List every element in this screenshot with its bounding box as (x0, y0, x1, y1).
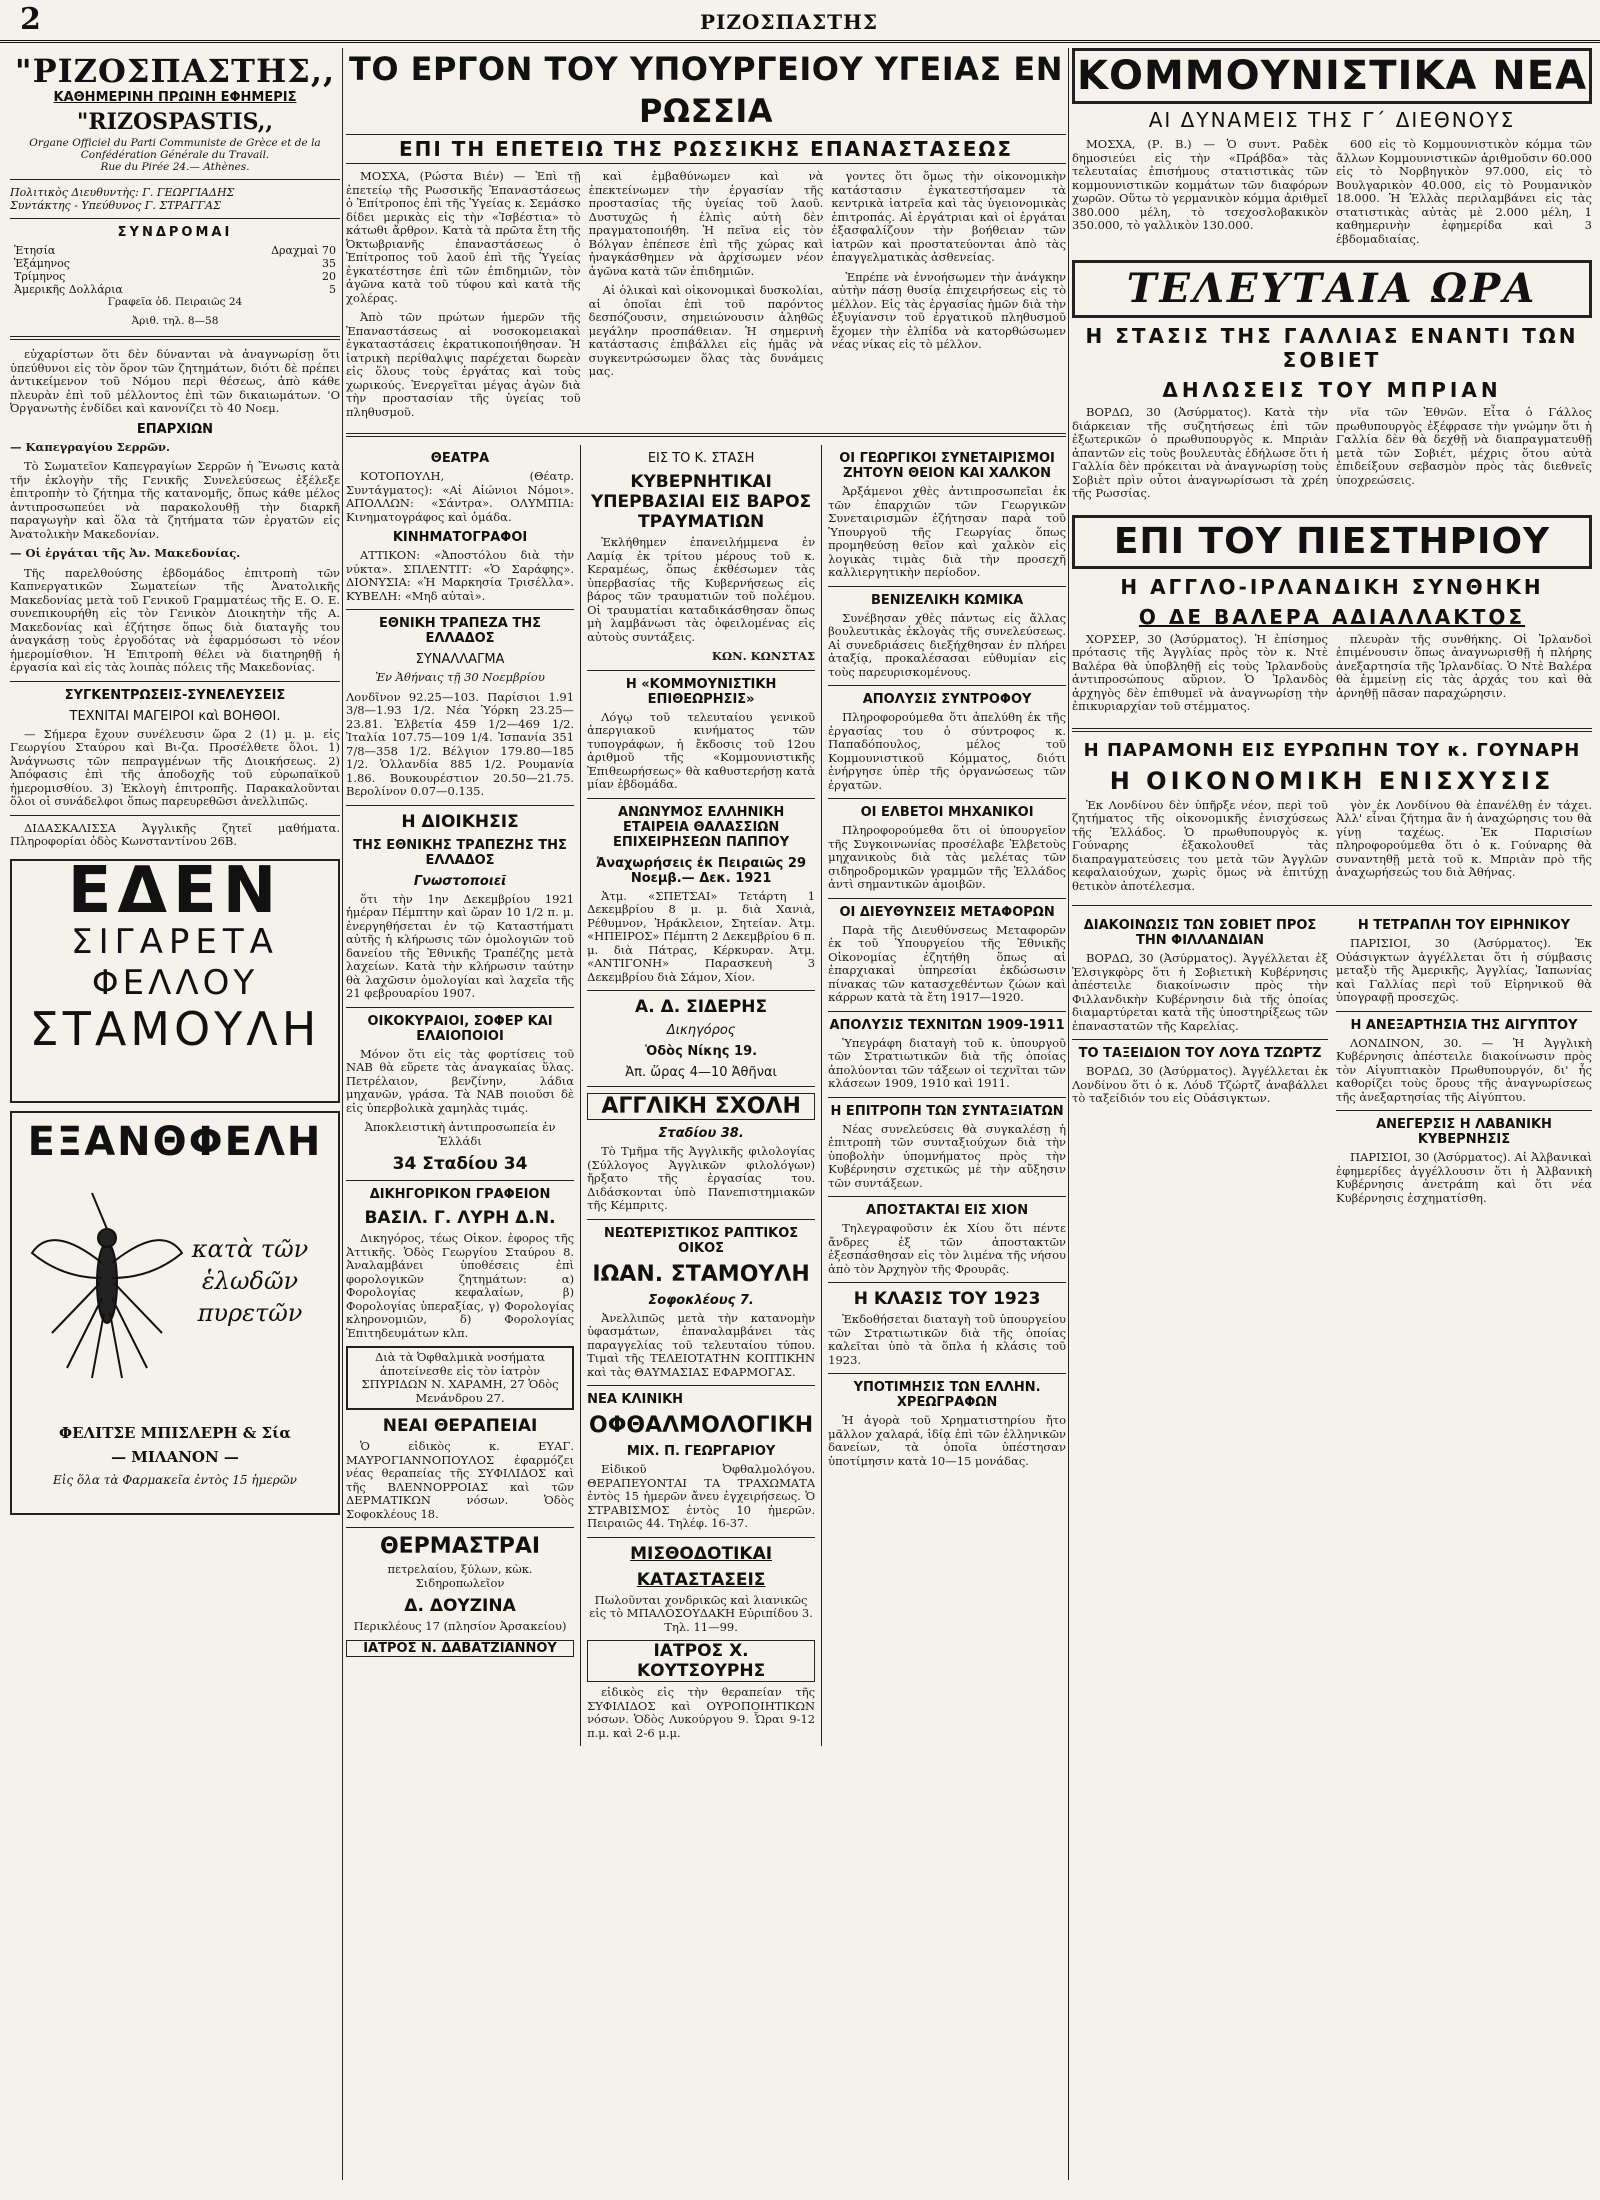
subhead-kap: — Καπεγραγίου Σερρῶν. (10, 439, 171, 454)
ad-exan-maker: ΦΕΛΙΤΣΕ ΜΠΙΣΛΕΡΗ & Σία (59, 1423, 291, 1442)
admin-text: ὅτι τὴν 1ην Δεκεμβρίου 1921 ἡμέραν Πέμπτην καὶ ὥραν 10 1/2 π. μ. ἐνεργηθήσεται ἐν τῷ Καταστήματι αὐτῆς ἡ κλήρωσις τῶν ὁμολογιῶν τοῦ δανείου τῆς Ἐθνικῆς Τραπέζης μετὰ λαχείων. Κατὰ τὴν κλήρωσιν ταύτην θὰ λαχῶσιν ὁμολογίαι καὶ λαχεῖα τῆς 21 φεβρουαρίου 1907. (346, 891, 575, 1000)
admin-subheading: ΤΗΣ ΕΘΝΙΚΗΣ ΤΡΑΠΕΖΗΣ ΤΗΣ ΕΛΛΑΔΟΣ (353, 837, 567, 868)
admin-heading: Η ΔΙΟΙΚΗΣΙΣ (401, 811, 519, 832)
parl-title: ΚΥΒΕΡΝΗΤΙΚΑΙ ΥΠΕΡΒΑΣΙΑΙ ΕΙΣ ΒΑΡΟΣ ΤΡΑΥΜΑΤΙΩΝ (591, 472, 812, 532)
subscription-value: 35 (322, 257, 336, 270)
section-meetings: ΣΥΓΚΕΝΤΡΩΣΕΙΣ-ΣΥΝΕΛΕΥΣΕΙΣ (64, 687, 286, 703)
cinema-text: ΑΤΤΙΚΟΝ: «Ἀποστόλου διὰ τὴν νύκτα». ΣΠΛΕΝΤΙΤ: «Ὁ Σαράφης». ΔΙΟΝΥΣΙΑ: «Ἡ Μαρκησία Τρισέλλα». ΚΥΒΕΛΗ: «Μηδ αὐταὶ». (346, 548, 575, 603)
main-article-body (346, 170, 1066, 425)
parl-text: Ἐκλήθημεν ἐπανειλήμμενα ἐν Λαμίᾳ ἐκ τρίτου μέρους τοῦ κ. Κεραμέως, ὅπως ἐκθέσωμεν τὰς ὑπερβασίας τῆς Κυβερνήσεως εἰς βάρος τῶν τραυματιῶν τοῦ πολέμου. Οἱ τραυματίαι καταδικάσθησαν ὅπως μὴ λαμβάνωσι τὰς ὀφειλομένας εἰς αὐτοὺς συντάξεις. (587, 535, 816, 644)
text-cooks: — Σήμερα ἔχουν συνέλευσιν ὥρα 2 (1) μ. μ. εἰς Γεωργίου Σταύρου καὶ Βι-ζα. Προσέλθετε ὅλοι. 1) Ἀνάγνωσις τῶν πεπραγμένων τῆς Διοικήσεως. 2) Ἀπόφασις ἐπὶ τῆς ἀποδοχῆς τοῦ εὐρωπαϊκοῦ ἡμερομισθίου. 3) Ἐκλογὴ ἐπιτροπῆς. Παρακαλοῦνται ὅλοι οἱ συνάδελφοι ὅπως παρευρεθῶσι ἀνελλιπῶς. (10, 726, 340, 808)
clinic-heading: ΝΕΑ ΚΛΙΝΙΚΗ (587, 1392, 684, 1407)
press-body (1072, 633, 1592, 720)
dismissal-text: Πληροφορούμεθα ὅτι ἀπελύθη ἐκ τῆς ἐργασίας του ὁ σύντροφος κ. Παπαδόπουλος, μέλος τοῦ Κομμουνιστικοῦ Κόμματος, διότι ἐνήργησε ὑπὲρ τῆς ὀργανώσεως τῶν ἐργατῶν. (828, 710, 1066, 792)
subhead-makedonia: — Οἱ ἐργάται τῆς Ἀν. Μακεδονίας. (10, 546, 241, 560)
ad-eden-line1: ΕΔΕΝ (67, 853, 283, 928)
table-row (10, 244, 340, 257)
ship-date: Ἀναχωρήσεις ἐκ Πειραιῶς 29 Νοεμβ.— Δεκ. 1921 (596, 855, 807, 886)
article-paragraph: Ἀπὸ τῶν πρώτων ἡμερῶν τῆς Ἐπαναστάσεως αἱ νοσοκομειακαὶ ἐγκαταστάσεις ἐκρατικοποιήθησαν. Ἡ ἰατρικὴ περίθαλψις παρέχεται δωρεὰν εἰς ὅλους τοὺς ἐργάτας καὶ τοὺς χωρικούς. Ἐνεργεῖται μέγας ἀγὼν διὰ τὴν προστασίαν τῆς ὑγείας τοῦ πληθυσμοῦ. (346, 310, 581, 419)
center-subcolumn-right (828, 445, 1066, 1746)
heating-name: Δ. ΔΟΥΖΙΝΑ (404, 1596, 516, 1616)
heating-text: πετρελαίου, ξύλων, κὼκ. Σιδηροπωλεῖον (387, 1562, 533, 1590)
subscription-value: 5 (329, 283, 336, 296)
ad-exanthofeli (10, 1111, 340, 1515)
press-subtitle2: Ο ΔΕ ΒΑΛΕΡΑ ΑΔΙΑΛΛΑΚΤΟΣ (1138, 604, 1526, 629)
clinic-text: Εἰδικοῦ Ὀφθαλμολόγου. ΘΕΡΑΠΕΥΟΝΤΑΙ ΤΑ ΤΡΑΧΩΜΑΤΑ ἐντὸς 15 ἡμερῶν ἄνευ ἐγχειρήσεως. Ὁ ΣΤΡΑΒΙΣΜΟΣ ἐντὸς 10 ἡμερῶν. Πειραιῶς 44. Τηλέφ. 16-37. (587, 1462, 816, 1530)
subscriptions-office: Γραφεῖα ὁδ. Πειραιῶς 24 (107, 296, 243, 308)
left-intro-text: εὐχαρίστων ὅτι δὲν δύνανται νὰ ἀναγνωρίσῃ ὅτι ὑπεύθυνοι εἰς τὸν ὅρον τῶν ζητημάτων, διότι δὲ πρέπει ἀντικείμενον τοῦ Νόμου περὶ θέσεως, ἀπὸ κάθε πλευρὰν ἐπὶ τοῦ μέλλοντος ἐπὶ τῶν δικαιωμάτων. 'Ο Ὀργανωτὴς ἐνδίδει καὶ κανονίζει τὸ 40 Νοεμ. (10, 347, 340, 415)
pens-heading: Η ΕΠΙΤΡΟΠΗ ΤΩΝ ΣΥΝΤΑΞΙΑΤΩΝ (830, 1103, 1064, 1119)
bonds-heading: ΥΠΟΤΙΜΗΣΙΣ ΤΩΝ ΕΛΛΗΝ. ΧΡΕΩΓΡΑΦΩΝ (853, 1380, 1041, 1410)
fashion-heading: ΝΕΩΤΕΡΙΣΤΙΚΟΣ ΡΑΠΤΙΚΟΣ ΟΙΚΟΣ (603, 1225, 799, 1256)
mech-text: Πληροφορούμεθα ὅτι οἱ ὑπουργεῖον τῆς Συγκοινωνίας προσέλαβε Ἐλβετοὺς μηχανικοὺς διὰ τὰς μελέτας τῶν σιδηροδρομικῶν γραμμῶν τῆς Ἑλλάδος ἀντὶ σημαντικῶν ἀμοιβῶν. (828, 823, 1066, 891)
masthead-title: "ΡΙΖΟΣΠΑΣΤΗΣ,, (14, 52, 336, 90)
subscription-label: Ἀμερικῆς Δολλάρια (14, 283, 123, 296)
venizelist-heading: ΒΕΝΙΖΕΛΙΚΗ ΚΩΜΙΚΑ (870, 592, 1024, 608)
ad-exan-title: ΕΞΑΝΘΦΕΛΗ (27, 1118, 323, 1165)
subscriptions-phone: Ἀριθ. τηλ. 8—58 (131, 315, 219, 327)
georgians-text: Ἀρξάμενοι χθὲς ἀντιπροσωπεῖαι ἐκ τῶν ἐπαρχιῶν τῶν Γεωργικῶν Συνεταιρισμῶν ἐζήτησαν παρὰ τοῦ Ὑπουργοῦ τῆς Γεωργίας ὅπως προμηθεύσῃ θεῖον καὶ χαλκὸν εἰς λογικὰς τιμὰς διὰ τὴν προσεχῆ καλλιεργητικὴν περίοδον. (828, 484, 1066, 579)
text-makedonia: Τῆς παρελθούσης ἑβδομάδος ἐπιτροπὴ τῶν Καπνεργατικῶν Σωματείων τῆς Ἀνατολικῆς Μακεδονίας μετὰ τοῦ Γενικοῦ Γραμματέως τῆς Ε. Ο. Ε. συνεπικουρήθη εἰς τὸν Γενικὸν Διοικητὴν τῆς Α. Μακεδονίας καὶ ἐζήτησε ὅπως διὰ διαταγῆς του ἀναγκάσῃ τοὺς ἐργοδότας νὰ ἐφαρμόσωσι τὸ νέον ἡμερομίσθιον. Ἡ Ἐπιτροπὴ θέλει νὰ διατηρηθῇ ἡ ἐργασία καὶ εἰς τὰς λοιπὰς πόλεις τῆς Μακεδονίας. (10, 565, 340, 674)
communist-news-body (1072, 138, 1592, 252)
georgians-heading: ΟΙ ΓΕΩΡΓΙΚΟΙ ΣΥΝΕΤΑΙΡΙΣΜΟΙ ΖΗΤΟΥΝ ΘΕΙΟΝ ΚΑΙ ΧΑΛΚΟΝ (839, 451, 1055, 481)
subscription-label: Ἐτησία (14, 244, 56, 257)
fashion-name: ΙΩΑΝ. ΣΤΑΜΟΥΛΗ (592, 1261, 810, 1287)
column-rule (821, 445, 822, 1746)
last-hour-subtitle: Η ΣΤΑΣΙΣ ΤΗΣ ΓΑΛΛΙΑΣ ΕΝΑΝΤΙ ΤΩΝ ΣΟΒΙΕΤ (1085, 324, 1579, 372)
clinic-title: ΟΦΘΑΛΜΟΛΟΓΙΚΗ (589, 1413, 814, 1438)
table-row (10, 270, 340, 283)
article-paragraph: καὶ ἐμβαθύνωμεν καὶ νὰ ἐπεκτείνωμεν τὴν ἐργασίαν τῆς προστασίας τῆς ὑγείας τοῦ λαοῦ. Δυστυχῶς ἡ ἐλπὶς αὐτὴ δὲν πραγματοποιήθη. Ἡ πεῖνα εἰς τὸν Βόλγαν ἐπέπεσε ἐπὶ τῆς χώρας καὶ ἠναγκάσθημεν νὰ ἀρχίσωμεν νέον ἀγῶνα κατὰ τῶν ἐπιδημιῶν. (588, 169, 824, 278)
office-name: ΒΑΣΙΛ. Γ. ΛΥΡΗ Δ.Ν. (364, 1208, 556, 1228)
pens-text: Νέας συνελεύσεις θὰ συγκαλέσῃ ἡ ἐπιτροπὴ τῶν συνταξιούχων διὰ τὴν ὑποβολὴν ὑπομνήματος πρὸς τὴν Κυβέρνησιν σχετικῶς μὲ τὴν αὔξησιν τῶν συντάξεων. (828, 1121, 1066, 1190)
school-address: Σταδίου 38. (658, 1126, 744, 1141)
last-hour-title: ΤΕΛΕΥΤΑΙΑ ΩΡΑ (1072, 260, 1592, 318)
section-provinces: ΕΠΑΡΧΙΩΝ (136, 421, 214, 437)
office-text: Δικηγόρος, τέως Οἰκον. ἐφορος τῆς Ἀττικῆς. Ὁδὸς Γεωργίου Σταύρου 8. Ἀναλαμβάνει ὑποθέσεις ἐπὶ φορολογικῶν ζητημάτων: α) Φορολογίας κεφαλαίων, β) Φορολογίας ὑπεραξίας, γ) Φορολογίας κληρονομιῶν, δ) Φορολογίας Ἐπιτηδευμάτων κλπ. (346, 1231, 575, 1340)
cinema-heading: ΚΙΝΗΜΑΤΟΓΡΑΦΟΙ (392, 530, 528, 545)
column-rule (1068, 48, 1069, 2180)
masthead (10, 52, 340, 340)
ship-text: Ἀτμ. «ΣΠΕΤΣΑΙ» Τετάρτη 1 Δεκεμβρίου 8 μ. μ. διὰ Χανιὰ, Ρέθυμνον, Ἡράκλειον, Σητείαν. Ἀτμ. «ΗΠΕΙΡΟΣ» Πέμπτη 2 Δεκεμβρίου 6 π. μ. διὰ Πάτρας, Κέρκυραν. Ἀτμ. «ΑΝΤΙΓΟΝΗ» Παρασκευὴ 3 Δεκεμβρίου διὰ Σάμον, Χίον. (587, 888, 816, 984)
subscription-label: Τρίμηνος (14, 270, 66, 283)
gounaris-text: Ἐκ Λονδίνου δὲν ὑπῆρξε νέον, περὶ τοῦ ζητήματος τῆς οἰκονομικῆς ἐνισχύσεως τῆς Ἑλλάδος. Ὁ πρωθυπουργὸς κ. Γούναρης ἐξακολουθεῖ τὰς διαπραγματεύσεις του μετὰ τῶν Ἀγγλῶν κεφαλαιούχων, χωρὶς ὅμως νὰ ἐπιτύχῃ θετικὸν ἀποτέλεσμα. (1072, 797, 1328, 893)
egypt-text: ΛΟΝΔΙΝΟΝ, 30. — Ἡ Ἀγγλικὴ Κυβέρνησις ἀπέστειλε διακοίνωσιν πρὸς τὸν Αἰγυπτιακὸν Πρωθυπουργόν, δι' ἧς καθορίζει τοὺς ὅρους τῆς ἀναγνωρίσεως τῆς ἀνεξαρτησίας τῆς Αἰγύπτου. (1336, 1035, 1592, 1104)
press-text: ΧΟΡΣΕΡ, 30 (Ἀσύρματος). Ἡ ἐπίσημος πρότασις τῆς Ἀγγλίας πρὸς τὸν κ. Ντὲ Βαλέρα θὰ ὑποβληθῇ εἰς τοὺς Ἰρλανδοὺς ἀντιπροσώπους αὔριον. Ὁ Ἰρλανδὸς ἀρχηγὸς δὲν ἐπιθυμεῖ νὰ ἀναγνωρίσῃ τὴν ἐπικυριαρχίαν τοῦ στέμματος. (1072, 631, 1328, 713)
subscriptions-heading: ΣΥΝΔΡΟΜΑΙ (117, 225, 233, 240)
masthead-editor: Συντάκτης - Υπεύθυνος Γ. ΣΤΡΑΓΓΑΣ (10, 199, 221, 212)
techs-heading: ΑΠΟΛΥΣΙΣ ΤΕΧΝΙΤΩΝ 1909-1911 (829, 1017, 1065, 1033)
houses-text: Μόνον ὅτι εἰς τὰς φορτίσεις τοῦ NAB θὰ εὕρετε τὰς ἀναγκαίας ὕλας. Πετρέλαιον, βενζίνην, λάδια μηχανῶν, γράσα. Τὰ NAB ποιοῦσι δὲ εἰς ὑπερβολικὰ χαμηλὰς τιμάς. (346, 1046, 575, 1115)
masthead-subtitle: ΚΑΘΗΜΕΡΙΝΗ ΠΡΩΙΝΗ ΕΦΗΜΕΡΙΣ (53, 90, 297, 105)
running-title: ΡΙΖΟΣΠΑΣΤΗΣ (700, 10, 879, 34)
fx-heading: ΣΥΝΑΛΛΑΓΜΑ (415, 652, 505, 667)
subscription-label: Ἑξάμηνος (14, 257, 70, 270)
egypt-heading: Η ΑΝΕΞΑΡΤΗΣΙΑ ΤΗΣ ΑΙΓΥΠΤΟΥ (1350, 1017, 1578, 1033)
new-therapy-heading: ΝΕΑΙ ΘΕΡΑΠΕΙΑΙ (382, 1416, 538, 1436)
center-subcolumn-middle (587, 445, 815, 1746)
albania-heading: ΑΝΕΓΕΡΣΙΣ Η ΛΑΒΑΝΙΚΗ ΚΥΒΕΡΝΗΣΙΣ (1376, 1117, 1552, 1147)
sale-heading: ΜΙΣΘΟΔΟΤΙΚΑΙ (630, 1543, 773, 1564)
sale-title: ΚΑΤΑΣΤΑΣΕΙΣ (636, 1569, 766, 1590)
class-text: Ἐκδοθήσεται διαταγὴ τοῦ ὑπουργείου τῶν Στρατιωτικῶν διὰ τῆς ὁποίας καλεῖται ὑπὸ τὰ ὅπλα ἡ κλάσις τοῦ 1923. (828, 1312, 1066, 1367)
comm-heading: Η «ΚΟΜΜΟΥΝΙΣΤΙΚΗ ΕΠΙΘΕΩΡΗΣΙΣ» (625, 676, 777, 707)
column-rule (580, 445, 581, 1746)
gounaris-heading: Η ΠΑΡΑΜΟΝΗ ΕΙΣ ΕΥΡΩΠΗΝ ΤΟΥ κ. ΓΟΥΝΑΡΗ (1083, 739, 1581, 761)
houses-street: 34 Σταδίου 34 (392, 1154, 528, 1174)
center-subcolumn-left (346, 445, 574, 1746)
press-subtitle: Η ΑΓΓΛΟ-ΙΡΛΑΝΔΙΚΗ ΣΥΝΘΗΚΗ (1120, 574, 1544, 599)
ad-eden-cigarette (10, 853, 340, 1103)
clinic-name: ΜΙΧ. Π. ΓΕΩΡΓΑΡΙΟΥ (626, 1444, 776, 1459)
mech-heading: ΟΙ ΕΛΒΕΤΟΙ ΜΗΧΑΝΙΚΟΙ (860, 805, 1034, 820)
article-paragraph: Ἐπρέπε νὰ ἐννοήσωμεν τὴν ἀνάγκην αὐτὴν πάσῃ θυσίᾳ ἐπιχειρήσεως εἰς τὸ μέλλον. Εἰς τὰς ἐργασίας ἡμῶν διὰ τὴν ἐξυγίανσιν τοῦ ἐργατικοῦ πληθυσμοῦ ἔχομεν τὴν ἐλπίδα νὰ κατορθώσωμεν νέας νίκας εἰς τὸ μέλλον. (831, 269, 1066, 351)
ad-eden-line4: ΣΤΑΜΟΥΛΗ (29, 1001, 321, 1056)
gounaris-text: γὸν ἐκ Λονδίνου θὰ ἐπανέλθῃ ἐν τάχει. Ἀλλ' εἶναι ζήτημα ἂν ἡ ἀναχώρησις του θὰ γίνῃ ταχέως. Ἐκ Παρισίων πληροφορούμεθα ὅτι ὁ κ. Γούναρης θὰ συναντηθῇ μετὰ τοῦ κ. Μπριὰν πρὸ τῆς ἀναχωρήσεώς του διὰ Ἀθήνας. (1336, 797, 1592, 879)
school-heading: ΑΓΓΛΙΚΗ ΣΧΟΛΗ (587, 1093, 815, 1120)
classified-ad: ΔΙΔΑΣΚΑΛΙΣΣΑ Ἀγγλικῆς ζητεῖ μαθήματα. Πληροφορίαι ὁδὸς Κωνσταντίνου 26Β. (10, 820, 340, 848)
theatre-text: ΚΟΤΟΠΟΥΛΗ, (Θέατρ. Συντάγματος): «Αἱ Αἰώνιοι Νόμοι». ΑΠΟΛΛΩΝ: «Σάντρα». ΟΛΥΜΠΙΑ: Κινηματογράφος καὶ ὁμάδα. (346, 469, 575, 524)
subscriptions-table (10, 244, 340, 296)
ship-heading: ΑΝΩΝΥΜΟΣ ΕΛΛΗΝΙΚΗ ΕΤΑΙΡΕΙΑ ΘΑΛΑΣΣΙΩΝ ΕΠΙΧΕΙΡΗΣΕΩΝ ΠΑΠΠΟΥ (613, 804, 790, 850)
article-paragraph: γοντες ὅτι ὅμως τὴν οἰκονομικὴν κατάστασιν ἐγκατεστήσαμεν τὰ κεντρικὰ ἰατρεῖα καὶ τὰς ὑγειονομικὰς ἐπιτροπάς. Αἱ ἐργάτριαι καὶ οἱ ἐργάται ἐξασφαλίζουν τὴν βοήθειαν τῶν ἰατρῶν καὶ προστατεύονται ἀπὸ τὰς ἐπαγγελματικὰς ἀσθενείας. (831, 169, 1066, 264)
bonds-text: Ἡ ἀγορὰ τοῦ Χρηματιστηρίου ἤτο μᾶλλον χαλαρά, ἰδίᾳ ἐπὶ τῶν ἑλληνικῶν δανείων, τὰ ὁποῖα ὑπέστησαν ὑποτίμησιν κατὰ 10—15 μονάδας. (828, 1413, 1066, 1468)
ad-exan-city: — ΜΙΛΑΝΟΝ — (111, 1447, 239, 1466)
bank-heading: ΕΘΝΙΚΗ ΤΡΑΠΕΖΑ ΤΗΣ ΕΛΛΑΔΟΣ (379, 616, 542, 646)
parl-heading: ΕΙΣ ΤΟ Κ. ΣΤΑΣΗ (647, 451, 755, 466)
communist-news-title: ΚΟΜΜΟΥΝΙΣΤΙΚΑ ΝΕΑ (1072, 48, 1592, 104)
albania-text: ΠΑΡΙΣΙΟΙ, 30 (Ἀσύρματος). Αἱ Ἀλβανικαὶ ἐφημερίδες ἀγγέλλουσιν ὅτι ἡ Ἀλβανικὴ Κυβέρνησις ἀνετράπη καὶ ὅτι νέα Κυβέρνησις ἐσχηματίσθη. (1336, 1150, 1592, 1205)
heating-address: Περικλέους 17 (πλησίον Ἀρσακείου) (353, 1619, 567, 1633)
subscription-value: 20 (322, 270, 336, 283)
sale-text: Πωλοῦνται χονδρικῶς καὶ λιανικῶς εἰς τὸ ΜΠΑΛΟΣΟΥΔΑΚΗ Εὐριπίδου 3. Τηλ. 11—99. (589, 1592, 813, 1634)
soviet-heading: ΔΙΑΚΟΙΝΩΣΙΣ ΤΩΝ ΣΟΒΙΕΤ ΠΡΟΣ ΤΗΝ ΦΙΛΛΑΝΔΙΑΝ (1083, 918, 1317, 948)
fashion-address: Σοφοκλέους 7. (648, 1292, 754, 1308)
chios-text: Τηλεγραφοῦσιν ἐκ Χίου ὅτι πέντε ἄνδρες ἐξ τῶν ἀποστακτῶν ἐξεσπάσθησαν εἰς τὸν λιμένα τῆς νήσου ἀπὸ τὸν Ἀρχηγὸν τῆς Φρουρᾶς. (828, 1221, 1066, 1276)
main-article-title: ΤΟ ΕΡΓΟΝ ΤΟΥ ΥΠΟΥΡΓΕΙΟΥ ΥΓΕΙΑΣ ΕΝ ΡΩΣΣΙΑ (348, 50, 1064, 130)
lawyer-address: Ὁδὸς Νίκης 19. (645, 1044, 758, 1059)
center-lower-section (346, 445, 1066, 1746)
center-column (346, 48, 1066, 2190)
soviet-text: ΒΟΡΔΩ, 30 (Ἀσύρματος). Ἀγγέλλεται ἐξ Ἑλσιγκφὸρς ὅτι ἡ Σοβιετικὴ Κυβέρνησις ἀπέστειλε διακοίνωσιν πρὸς τὴν Φιλλανδικὴν Κυβέρνησιν διὰ τῆς ὁποίας διαμαρτύρεται κατὰ τῆς ὑποστηρίξεως τῶν ἐπαναστατῶν τῆς Καρελίας. (1072, 951, 1328, 1033)
right-column (1072, 48, 1592, 2190)
chios-heading: ΑΠΟΣΤΑΚΤΑΙ ΕΙΣ ΧΙΟΝ (866, 1203, 1029, 1218)
iatros-heading: ΙΑΤΡΟΣ Χ. ΚΟΥΤΣΟΥΡΗΣ (587, 1640, 815, 1682)
school-text: Τὸ Τμῆμα τῆς Ἀγγλικῆς φιλολογίας (Σύλλογος Ἀγγλικῶν φιλολόγων) ἤρξατο τῆς ἐργασίας του. Διδάσκονται ὑπὸ Πανεπιστημιακῶν τῆς Κέμπριτς. (587, 1144, 816, 1212)
press-title: ΕΠΙ ΤΟΥ ΠΙΕΣΤΗΡΙΟΥ (1072, 515, 1592, 569)
lloyd-george-heading: ΤΟ ΤΑΞΕΙΔΙΟΝ ΤΟΥ ΛΟΥΔ ΤΖΩΡΤΖ (1078, 1046, 1322, 1061)
ad-exan-tagline: κατὰ τῶν ἑλωδῶν πυρετῶν (191, 1234, 309, 1327)
pacific-heading: Η ΤΕΤΡΑΠΛΗ ΤΟΥ ΕΙΡΗΝΙΚΟΥ (1357, 918, 1571, 933)
masthead-address: Rue du Pirée 24.— Athènes. (100, 161, 250, 173)
text-kap: Τὸ Σωματεῖον Καπεγραγίων Σερρῶν ἠ Ἕνωσις κατὰ τῆν ἐκλογὴν τῆς Γενικῆς Συνελεύσεως ἐξέλεξε ἐπιτροπὴν τὸ ζήτημα τῆς κατανομῆς, ὅπως κάθε μέλος ἀντιπροσωπεύει νὰ παρακολουθῇ τὴν διαρκῆ παραγωγὴν καὶ ὅλα τὰ ζητήματα τῶν ἐργατῶν εἰς Ἀνατολικὴν Μακεδονίαν. (10, 459, 340, 541)
page-number: 2 (20, 2, 41, 37)
communist-news-text: 600 εἰς τὸ Κομμουνιστικὸν κόμμα τῶν ἄλλων Κομμουνιστικῶν ἀριθμοῦσιν 60.000 εἰς τὸ Νορβηγικὸν 97.000, εἰς τὸ Βουλγαρικὸν 40.000, εἰς τὸ Ρουμανικὸν 18.000. Ἡ Ἑλλὰς περιλαμβάνει εἰς τὰς στατιστικὰς αὐτὰς μὲ 2.000 μέλη, 1 καθημερινὴν ἐφημερίδα καὶ 3 ἑβδομαδιαίας. (1336, 137, 1592, 246)
table-row (10, 257, 340, 270)
heating-heading: ΘΕΡΜΑΣΤΡΑΙ (379, 1534, 541, 1559)
venizelist-text: Συνέβησαν χθὲς πάντως εἰς ἄλλας βουλευτικὰς ἐκλογὰς τῆς συνελεύσεως. Αἱ συνεδριάσεις διεξήχθησαν ἐν πλήρει ἀταξίᾳ, προκαλέσασαι εὐθυμίαν εἰς τοὺς παρευρισκομένους. (828, 610, 1066, 679)
houses-heading: ΟΙΚΟΚΥΡΑΙΟΙ, ΣΟΦΕΡ ΚΑΙ ΕΛΑΙΟΠΟΙΟΙ (367, 1013, 553, 1044)
article-paragraph: Αἱ ὁλικαὶ καὶ οἰκονομικαὶ δυσκολίαι, αἱ ὁποῖαι ἐπὶ τοῦ παρόντος δεσπόζουσιν, σημειώνουσιν ἀληθῶς μεγάλην προσπάθειαν. Ἡ σημερινὴ κατάστασις ἐπιβάλλει εἰς ἡμᾶς νὰ συγκεντρώσωμεν ὅλας τὰς δυνάμεις μας. (588, 283, 824, 378)
last-hour-subtitle2: ΔΗΛΩΣΕΙΣ ΤΟΥ ΜΠΡΙΑΝ (1162, 378, 1502, 402)
ophthalmic-ad: Διὰ τὰ Ὀφθαλμικὰ νοσήματα ἀποτείνεσθε εἰς τὸν ἰατρὸν ΣΠΥΡΙΔΩΝ Ν. ΧΑΡΑΜΗ, 27 Ὁδὸς Μενάνδρου 27. (361, 1350, 559, 1405)
admin-announce: Γνωστοποιεῖ (413, 873, 507, 889)
last-hour-text: νῖα τῶν Ἐθνῶν. Εἶτα ὁ Γάλλος πρωθυπουργὸς ἐξέφρασε τὴν γνώμην ὅτι ἡ Γαλλία δὲν θὰ δεχθῇ νὰ διαπραγματευθῇ μετὰ τῶν Σοβιέτ, μέχρις ὅτου αὐτὰ ἐπιδείξουν σεβασμὸν πρὸς τὰς διεθνεῖς ὑποχρεώσεις. (1336, 405, 1592, 487)
new-therapy-text: Ὁ εἰδικὸς κ. ΕΥΑΓ. ΜΑΥΡΟΓΙΑΝΝΟΠΟΥΛΟΣ ἐφαρμόζει νέας θεραπείας τῆς ΣΥΦΙΛΙΔΟΣ καὶ τῆς ΒΛΕΝΝΟΡΡΟΙΑΣ καὶ τῶν ΔΕΡΜΑΤΙΚΩΝ νόσων. Ὁδὸς Σοφοκλέους 18. (346, 1439, 575, 1521)
iatros-text: εἰδικὸς εἰς τὴν θεραπείαν τῆς ΣΥΦΙΛΙΔΟΣ καὶ ΟΥΡΟΠΟΙΗΤΙΚΩΝ νόσων. Ὁδὸς Λυκούργου 9. Ὧραι 9-12 π.μ. καὶ 2-6 μ.μ. (587, 1685, 816, 1740)
doctor-heading: ΙΑΤΡΟΣ Ν. ΔΑΒΑΤΖΙΑΝΝΟΥ (346, 1640, 574, 1657)
comm-text: Λόγῳ τοῦ τελευταίου γενικοῦ ἀπεργιακοῦ κινήματος τῶν τυπογράφων, ἡ ἔκδοσις τοῦ 12ου ἀριθμοῦ τῆς «Κομμουνιστικῆς Ἐπιθεωρήσεως» θὰ καθυστερήσῃ κατὰ μίαν ἑβδομάδα. (587, 709, 816, 791)
transport-heading: ΟΙ ΔΙΕΥΘΥΝΣΕΙΣ ΜΕΤΑΦΟΡΩΝ (839, 904, 1055, 920)
houses-agency: Ἀποκλειστικὴ ἀντιπροσωπεία ἐν Ἑλλάδι (364, 1120, 556, 1148)
techs-text: Ὑπεγράφη διαταγὴ τοῦ κ. ὑπουργοῦ τῶν Στρατιωτικῶν διὰ τῆς ὁποίας ἀπολύονται τῶν τάξεων οἱ τεχνῖται τῶν κλάσεων 1909, 1910 καὶ 1911. (828, 1035, 1066, 1090)
communist-news-text: ΜΟΣΧΑ, (Ρ. Β.) — Ὁ συντ. Ραδὲκ δημοσιεύει εἰς τὴν «Πράβδα» τὰς τελευταίας ἐπισήμους στατιστικὰς τῶν κομμουνιστικῶν κομμάτων τῶν διαφόρων χωρῶν. Οὕτω τὸ γερμανικὸν κόμμα ἀριθμεῖ 380.000 μέλη, τὸ τσεχοσλοβακικὸν 350.000, τὸ γαλλικὸν 130.000. (1072, 137, 1328, 232)
right-lower-section (1072, 912, 1592, 1211)
ad-exan-note: Εἰς ὅλα τὰ Φαρμακεῖα ἐντὸς 15 ἡμερῶν (53, 1472, 297, 1487)
parl-signature: ΚΩΝ. ΚΩΝΣΤΑΣ (711, 649, 816, 663)
left-column (10, 48, 340, 2190)
fashion-text: Ἀνελλιπῶς μετὰ τὴν κατανομὴν ὑφασμάτων, ἐπαναλαμβάνει τὰς παραγγελίας τοῦ τελευταίου τύπου. Τιμαὶ τῆς ΤΕΛΕΙΟΤΑΤΗΝ ΚΟΠΤΙΚΗΝ καὶ τὰς ΘΑΥΜΑΣΙΑΣ ΕΦΑΡΜΟΓΑΣ. (587, 1310, 816, 1379)
table-row (10, 283, 340, 296)
dismissal-heading: ΑΠΟΛΥΣΙΣ ΣΥΝΤΡΟΦΟΥ (862, 692, 1032, 707)
article-paragraph: ΜΟΣΧΑ, (Ρώστα Βιέν) — Ἐπὶ τῇ ἐπετείῳ τῆς Ρωσσικῆς Ἐπαναστάσεως ὁ Ἐπίτροπος ἐπὶ τῆς Ὑγείας κ. Σεμάσκο δίδει μερικὰς εἰς τὴν «Ἰσβέστια» τὸ κάτωθι ἄρθρον. Κατὰ τὰ πρῶτα ἔτη τῆς Ὀκτωβριανῆς ἐπαναστάσεως ὁ Ἐπίτροπος τοῦ λαοῦ ἐπὶ τῆς Ὑγείας ἐγκατέστησε ἐπὶ τῶν ἐπιδημιῶν, τὸν ἀγῶνα κατὰ τοῦ τύφου καὶ κατὰ τῆς χολέρας. (346, 169, 581, 305)
main-article-subtitle: ΕΠΙ ΤΗ ΕΠΕΤΕΙΩ ΤΗΣ ΡΩΣΣΙΚΗΣ ΕΠΑΝΑΣΤΑΣΕΩΣ (346, 134, 1066, 164)
lawyer-role: Δικηγόρος (666, 1023, 736, 1038)
office-heading: ΔΙΚΗΓΟΡΙΚΟΝ ΓΡΑΦΕΙΟΝ (369, 1187, 551, 1202)
class-heading: Η ΚΛΑΣΙΣ ΤΟΥ 1923 (853, 1289, 1041, 1309)
column-rule (342, 48, 343, 2180)
lawyer-name: Α. Δ. ΣΙΔΕΡΗΣ (635, 997, 768, 1017)
masthead-latin-title: "RIZOSPASTIS,, (76, 109, 274, 135)
lawyer-hours: Ἀπ. ὥρας 4—10 Ἀθῆναι (625, 1065, 777, 1080)
gounaris-body (1072, 799, 1592, 900)
last-hour-text: ΒΟΡΔΩ, 30 (Ἀσύρματος). Κατὰ τὴν διάρκειαν τῆς συζητήσεως ἐπὶ τῶν ἐξωτερικῶν ὁ πρωθυπουργὸς κ. Μπριὰν ἀπαντῶν εἰς τοὺς βουλευτὰς ἐδήλωσε ὅτι ἡ Γαλλία δὲν πρόκειται νὰ ἀναγνωρίσῃ τοὺς Σοβιὲτ πρὶν οὗτοι ἀναγνωρίσωσι τὰ χρέη τῆς Ρωσσίας. (1072, 405, 1328, 500)
ad-eden-line3: ΦΕΛΛΟΥ (91, 962, 259, 1003)
theatre-heading: ΘΕΑΤΡΑ (430, 451, 490, 466)
communist-news-subtitle: ΑΙ ΔΥΝΑΜΕΙΣ ΤΗΣ Γ΄ ΔΙΕΘΝΟΥΣ (1148, 108, 1516, 132)
subhead-cooks: ΤΕΧΝΙΤΑΙ ΜΑΓΕΙΡΟΙ καὶ ΒΟΗΘΟΙ. (69, 708, 281, 724)
pacific-text: ΠΑΡΙΣΙΟΙ, 30 (Ἀσύρματος). Ἐκ Οὐάσιγκτων ἀγγέλλεται ὅτι ἡ σύμβασις μεταξὺ τῆς Ἀμερικῆς, Ἀγγλίας, Ἰαπωνίας καὶ Γαλλίας περὶ τοῦ Εἰρηνικοῦ θὰ ὑπογραφῇ προσεχῶς. (1336, 936, 1592, 1004)
subscription-value: Δραχμαὶ 70 (271, 244, 336, 257)
top-strip (0, 0, 1600, 43)
lloyd-george-text: ΒΟΡΔΩ, 30 (Ἀσύρματος). Ἀγγέλλεται ἐκ Λονδίνου ὅτι ὁ κ. Λόυδ Τζώρτζ ἀναβάλλει τὸ ταξείδιόν του εἰς Οὐάσιγκτων. (1072, 1064, 1328, 1105)
masthead-organ: Organe Officiel du Parti Communiste de Grèce et de la Confédération Générale du Travail. (29, 137, 321, 161)
gounaris-subheading: Η ΟΙΚΟΝΟΜΙΚΗ ΕΝΙΣΧΥΣΙΣ (1109, 766, 1555, 795)
transport-text: Παρὰ τῆς Διευθύνσεως Μεταφορῶν ἐκ τοῦ Ὑπουργείου τῆς Ἐθνικῆς Οἰκονομίας ἐζητήθη ὅπως αἱ ἐπαρχιακαὶ ὑπηρεσίαι ἐκδώσωσιν πίνακας τῶν κατασχεθέντων ζώων καὶ κάρρων κατὰ τὰ ἔτη 1917—1920. (828, 922, 1066, 1004)
masthead-director: Πολιτικὸς Διευθυντὴς: Γ. ΓΕΩΡΓΙΑΔΗΣ (10, 186, 235, 199)
fx-rates: Λονδῖνον 92.25—103. Παρίσιοι 1.91 3/8—1.93 1/2. Νέα Ὑόρκη 23.25—23.81. Ἑλβετία 459 1/2—469 1/2. Ἰταλία 107.75—109 1/4. Ἰσπανία 351 7/8—358 1/2. Βέλγιον 179.80—185 1/2. Ὁλλανδία 885 1/2. Ρουμανία 1.86. Βουκουρέστιον 20.50—21.75. Βερολίνον 0.07—0.135. (346, 689, 575, 798)
press-text: πλευρὰν τῆς συνθήκης. Οἱ Ἰρλανδοὶ ἐπιμένουσιν ὅπως ἀναγνωρισθῇ ἡ πλήρης ἀνεξαρτησία τῆς Ἰρλανδίας. Ὁ Ντὲ Βαλέρα θὰ ἐμμείνῃ εἰς τὰς ἀρχάς του καὶ θὰ ἀρνηθῇ πᾶσαν παραχώρησιν. (1336, 631, 1592, 700)
fx-date: Ἐν Ἀθήναις τῇ 30 Νοεμβρίου (375, 670, 545, 684)
ad-eden-line2: ΣΙΓΑΡΕΤΑ (71, 921, 279, 962)
last-hour-body (1072, 406, 1592, 507)
